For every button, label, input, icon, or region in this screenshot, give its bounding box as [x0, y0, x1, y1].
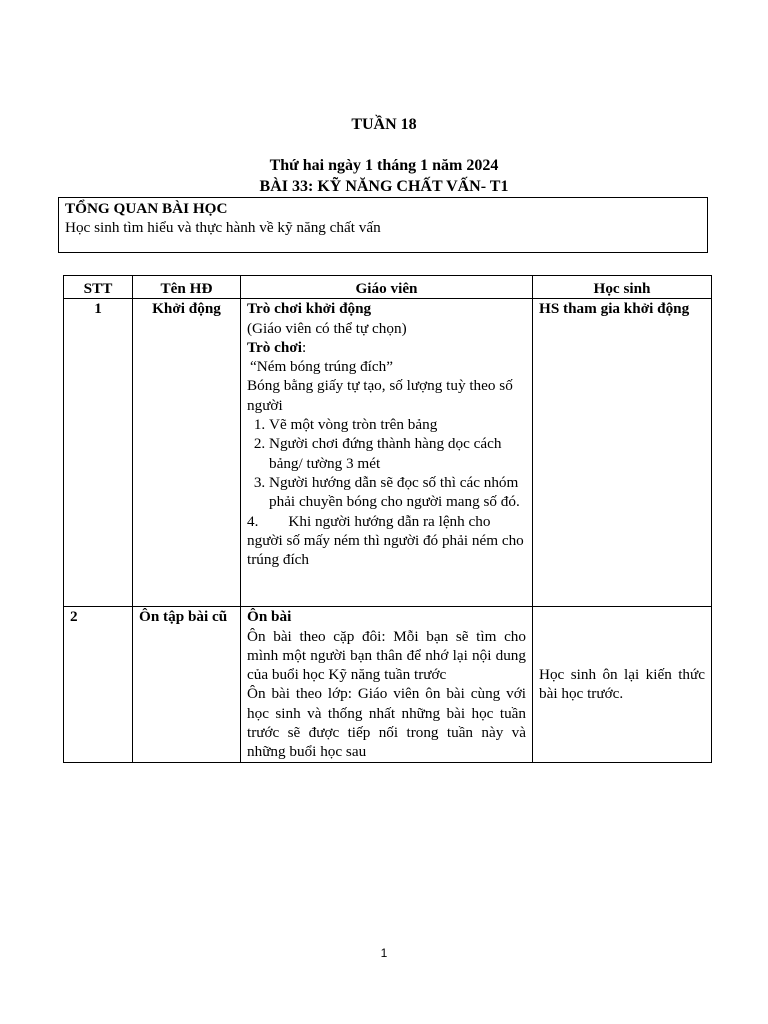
- page-number: 1: [380, 946, 388, 960]
- list-item: 2. Người chơi đứng thành hàng dọc cách bảng/ tường 3 mét: [269, 434, 526, 473]
- header-teacher: Giáo viên: [241, 276, 533, 299]
- header-stt: STT: [64, 276, 133, 299]
- row2-teacher-title: Ôn bài: [247, 608, 292, 626]
- row2-student: Học sinh ôn lại kiến thức bài học trước.: [533, 607, 712, 762]
- row1-teacher-note: (Giáo viên có thể tự chọn): [247, 319, 407, 337]
- row1-game-name: “Ném bóng trúng đích”: [250, 358, 393, 376]
- row1-step4: [247, 512, 526, 570]
- row2-pair-review: Ôn bài theo cặp đôi: Mỗi bạn sẽ tìm cho mình một người bạn thân để nhớ lại nội dung của buổi học Kỹ năng tuần trước: [247, 627, 526, 684]
- row1-student: HS tham gia khởi động: [533, 299, 712, 607]
- row1-teacher-title: Trò chơi khởi động: [247, 300, 372, 318]
- row1-game-line: [247, 338, 526, 357]
- row1-game-label: Trò chơi: [247, 338, 302, 356]
- header-student: Học sinh: [533, 276, 712, 299]
- overview-heading: TỔNG QUAN BÀI HỌC: [65, 200, 228, 217]
- lesson-plan-table: [63, 275, 712, 763]
- row1-step4-text: Khi người hướng dẫn ra lệnh cho người số mấy ném thì người đó phải ném cho trúng đích: [247, 512, 524, 569]
- row1-stt: 1: [64, 299, 133, 607]
- date-line: Thứ hai ngày 1 tháng 1 năm 2024: [269, 157, 499, 174]
- list-item: 1. Vẽ một vòng tròn trên bảng: [269, 415, 526, 434]
- row1-teacher-cell: [241, 299, 533, 607]
- table-row: [64, 299, 712, 607]
- row1-step4-number: 4.: [247, 512, 259, 530]
- week-title: TUẦN 18: [351, 116, 417, 133]
- list-item: 3. Người hướng dẫn sẽ đọc số thì các nhóm phải chuyền bóng cho người mang số đó.: [269, 473, 526, 512]
- row2-teacher-cell: [241, 607, 533, 762]
- row1-steps-list: [247, 415, 526, 511]
- lesson-overview-box: [58, 197, 708, 253]
- overview-text: Học sinh tìm hiểu và thực hành về kỹ năng chất vấn: [65, 219, 381, 237]
- row2-class-review: Ôn bài theo lớp: Giáo viên ôn bài cùng với học sinh và thống nhất những bài học tuần trước sẽ được tiếp nối trong tuần này và những buổi học sau: [247, 685, 526, 761]
- table-row: [64, 607, 712, 762]
- header-activity: Tên HĐ: [133, 276, 241, 299]
- row1-intro: Bóng bằng giấy tự tạo, số lượng tuỳ theo số người: [247, 377, 513, 414]
- row1-activity: Khởi động: [133, 299, 241, 607]
- row2-stt: 2: [64, 607, 133, 762]
- row2-activity: Ôn tập bài cũ: [133, 607, 241, 762]
- lesson-title: BÀI 33: KỸ NĂNG CHẤT VẤN- T1: [259, 178, 509, 195]
- row1-game-colon: :: [301, 338, 307, 356]
- table-header-row: [64, 276, 712, 299]
